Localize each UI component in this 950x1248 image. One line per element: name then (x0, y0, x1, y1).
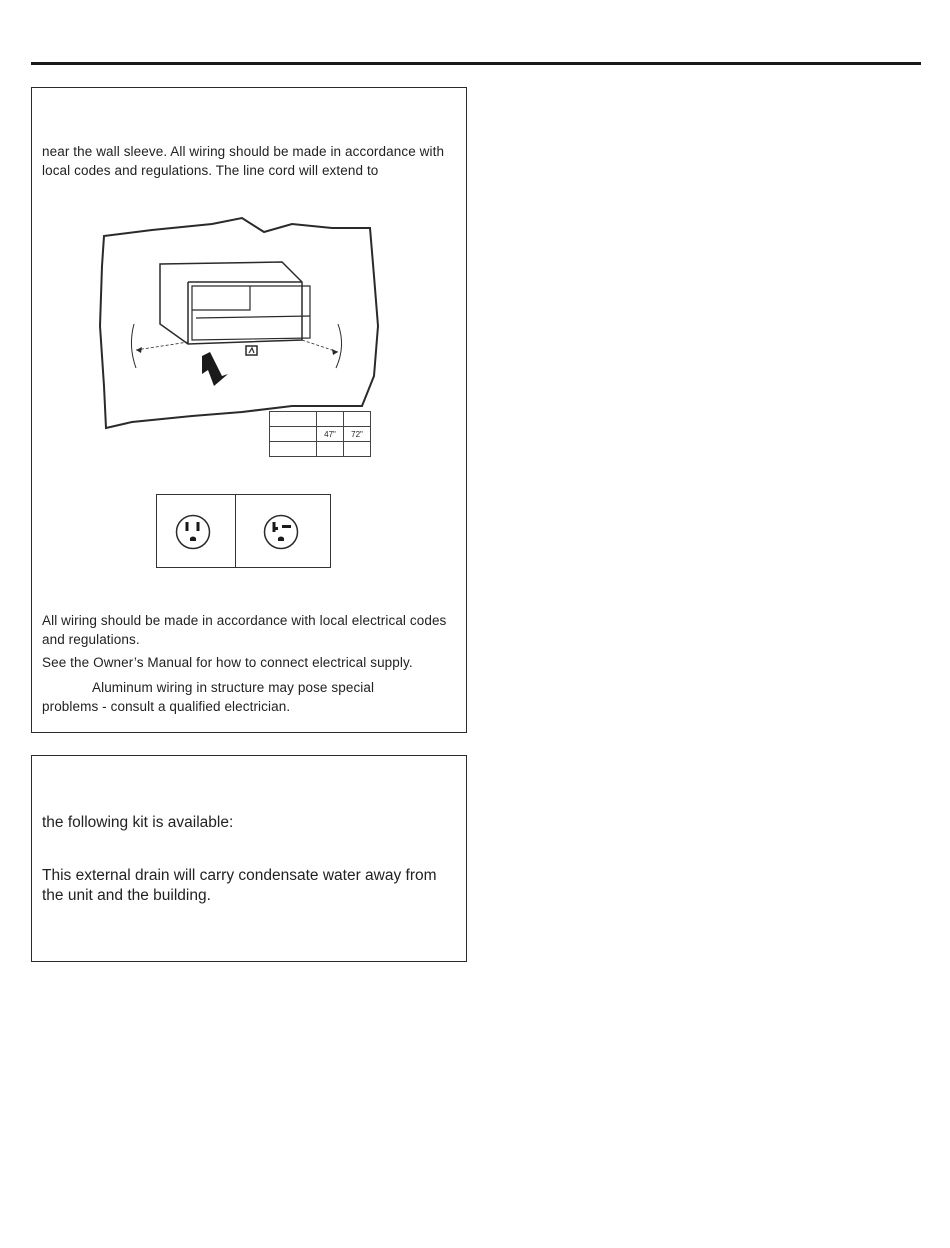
outlet-icon (175, 514, 211, 550)
table-row (270, 427, 371, 442)
table-cell (270, 442, 317, 457)
table-row (270, 412, 371, 427)
header-rule (31, 62, 921, 65)
drain-description: This external drain will carry condensate water away from the unit and the building. (42, 867, 437, 904)
intro-text: near the wall sleeve. All wiring should be made in accordance with local codes and regulations. The line cord will extend to (42, 144, 445, 178)
kit-available-text: the following kit is available: (42, 814, 234, 831)
table-cell: 47" (317, 427, 344, 442)
table-cell (270, 427, 317, 442)
drain-kit-box (31, 755, 467, 962)
wiring-note: All wiring should be made in accordance with local electrical codes and regulations. (42, 613, 447, 647)
owners-manual-note: See the Owner’s Manual for how to connect electrical supply. (42, 655, 413, 670)
table-cell (317, 412, 344, 427)
wall-sleeve-illustration (92, 206, 382, 436)
table-cell (317, 442, 344, 457)
table-row (270, 442, 371, 457)
outlet-divider (235, 495, 236, 567)
table-cell (270, 412, 317, 427)
electrical-requirements-box (31, 87, 467, 733)
table-cell: 72" (344, 427, 371, 442)
table-cell (344, 442, 371, 457)
outlet-icon (263, 514, 299, 550)
outlet-diagram (156, 494, 331, 568)
aluminum-note: Aluminum wiring in structure may pose special problems - consult a qualified electrician. (42, 680, 375, 714)
table-cell (344, 412, 371, 427)
cord-length-table (269, 411, 371, 457)
